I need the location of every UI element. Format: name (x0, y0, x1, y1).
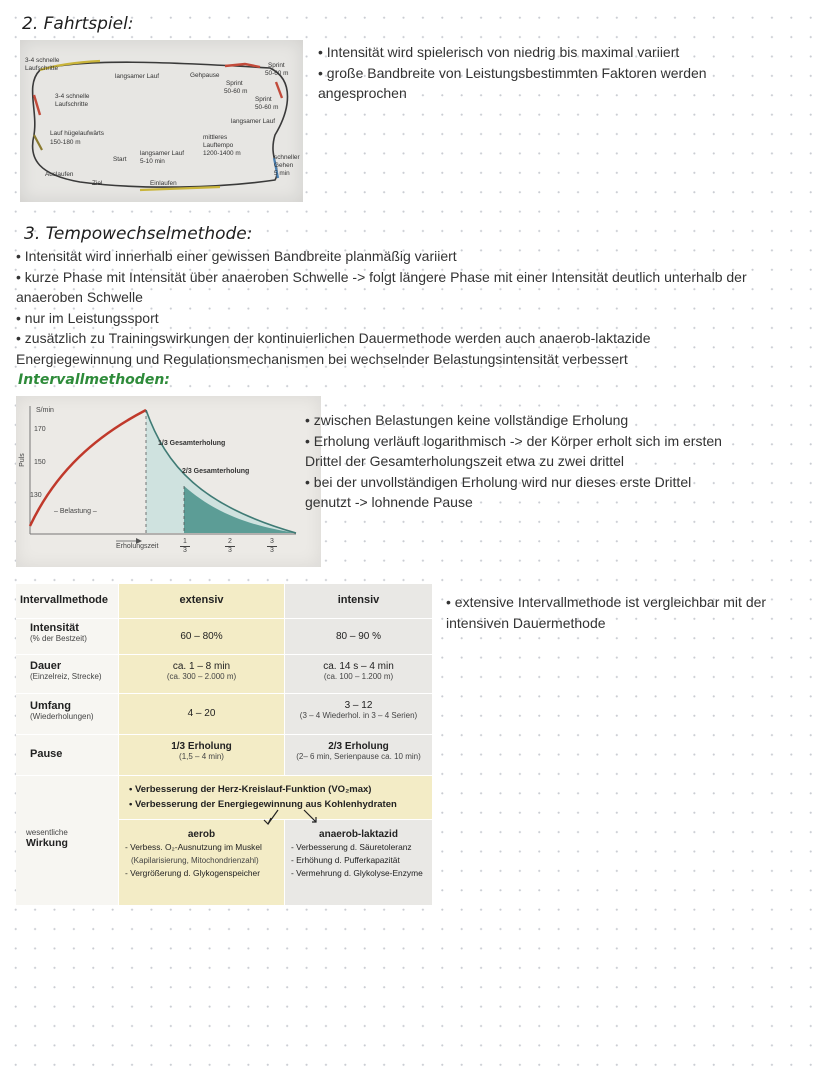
fs-label: Laufschritte (55, 101, 89, 108)
table-row-label: wesentliche Wirkung (16, 775, 118, 905)
fs-label: mittleres (203, 134, 228, 141)
fs-label: Sprint (255, 96, 272, 103)
x-tick: 3 3 (267, 538, 277, 555)
table-cell: 3 – 12 (3 – 4 Wiederhol. in 3 – 4 Serien) (284, 693, 432, 734)
y-unit-label: S/min (36, 407, 54, 414)
table-note: • extensive Intervallmethode ist vergleichbar mit der intensiven Dauermethode (446, 594, 767, 631)
fs-label: langsamer Lauf (115, 73, 160, 80)
fs-label: 5-10 min (140, 158, 165, 165)
table-cell: ca. 1 – 8 min (ca. 300 – 2.000 m) (118, 654, 284, 693)
fs-label: Sprint (268, 62, 285, 69)
table-cell-wirkung-common: • Verbesserung der Herz-Kreislauf-Funktion (VO₂max) • Verbesserung der Energiegewinnung aus Kohlenhydraten (118, 775, 432, 819)
one-third-label: 1/3 Gesamterholung (158, 440, 226, 447)
tempowechsel-bullets (16, 246, 756, 369)
table-row-label: Umfang (Wiederholungen) (16, 693, 118, 734)
intervall-table (16, 584, 432, 905)
table-row-label: Pause (16, 734, 118, 775)
fs-label: Einlaufen (150, 180, 177, 187)
fs-label: 50-60 m (265, 70, 289, 77)
fs-label: Lauf hügelaufwärts (50, 130, 105, 137)
bullet: • zusätzlich zu Trainingswirkungen der kontinuierlichen Dauermethode werden auch anaerob-laktazide Energiegewinnung und Regulationsmechanismen bei wechselnder Belastungsintensität verbessert (16, 330, 651, 367)
recovery-graph (16, 396, 321, 567)
y-tick: 130 (30, 492, 42, 499)
bullet: • Erholung verläuft logarithmisch -> der Körper erholt sich im ersten Drittel der Gesamterholungszeit etwa zu zwei drittel (305, 432, 722, 469)
table-row-label: Intensität (% der Bestzeit) (16, 618, 118, 654)
fs-label: 50-60 m (224, 88, 248, 95)
two-third-label: 2/3 Gesamterholung (182, 468, 250, 475)
fs-label: langsamer Lauf (140, 150, 185, 157)
y-tick: 170 (34, 426, 46, 433)
fs-label: Start (113, 156, 127, 163)
fs-label: Auslaufen (45, 171, 74, 178)
x-tick: 1 3 (180, 538, 190, 555)
fahrtspiel-bullets (318, 42, 758, 104)
section-heading-tempowechsel: 3. Tempowechselmethode: (24, 224, 253, 244)
intervall-bullets (305, 410, 735, 513)
bullet: • zwischen Belastungen keine vollständige Erholung (305, 412, 629, 428)
table-cell: 80 – 90 % (284, 618, 432, 654)
section-heading-intervall: Intervallmethoden: (18, 372, 170, 388)
bullet: • Intensität wird innerhalb einer gewissen Bandbreite planmäßig variiert (16, 248, 457, 264)
table-header: intensiv (284, 584, 432, 618)
table-cell-anaerob: anaerob-laktazid - Verbesserung d. Säuretoleranz - Erhöhung d. Pufferkapazität - Vermehrung d. Glykolyse-Enzyme (284, 819, 432, 905)
table-cell: 1/3 Erholung (1,5 – 4 min) (118, 734, 284, 775)
fs-label: 3-4 schnelle (25, 57, 60, 64)
bullet: • nur im Leistungssport (16, 309, 159, 326)
fs-label: 3-4 schnelle (55, 93, 90, 100)
table-row-label: Dauer (Einzelreiz, Strecke) (16, 654, 118, 693)
x-tick: 2 3 (225, 538, 235, 555)
fs-label: Sprint (226, 80, 243, 87)
fs-label: 50-60 m (255, 104, 279, 111)
section-heading-fahrtspiel: 2. Fahrtspiel: (22, 14, 134, 34)
fs-label: Laufschritte (25, 65, 59, 72)
fahrtspiel-diagram (20, 40, 303, 202)
table-cell: 2/3 Erholung (2– 6 min, Serienpause ca. 10 min) (284, 734, 432, 775)
fs-label: schneller (274, 154, 300, 161)
table-cell: 60 – 80% (118, 618, 284, 654)
fs-label: 5 min (274, 170, 290, 177)
fs-label: Gehen (274, 162, 294, 169)
bullet: • große Bandbreite von Leistungsbestimmten Faktoren werden angesprochen (318, 64, 707, 101)
bullet: • Intensität wird spielerisch von niedrig bis maximal variiert (318, 44, 680, 60)
table-header: extensiv (118, 584, 284, 618)
fs-label: 1200-1400 m (203, 150, 241, 157)
belastung-label: – Belastung – (54, 508, 97, 515)
table-cell-aerob: aerob - Verbess. O₂-Ausnutzung im Muskel (Kapilarisierung, Mitochondrienzahl) - Vergrößerung d. Glykogenspeicher (118, 819, 284, 905)
fs-label: Lauftempo (203, 142, 234, 149)
erholungszeit-label: Erholungszeit (116, 543, 159, 550)
table-cell: 4 – 20 (118, 693, 284, 734)
fs-label: langsamer Lauf (231, 118, 276, 125)
bullet: • bei der unvollständigen Erholung wird nur dieses erste Drittel genutzt -> lohnende Pause (305, 473, 692, 510)
table-cell: ca. 14 s – 4 min (ca. 100 – 1.200 m) (284, 654, 432, 693)
fs-label: Ziel (92, 180, 103, 187)
fs-label: Gehpause (190, 72, 220, 79)
bullet: • kurze Phase mit Intensität über anaeroben Schwelle -> folgt längere Phase mit einer Intensität deutlich unterhalb der anaeroben Schwelle (16, 268, 747, 305)
y-axis-label: Puls (18, 453, 26, 467)
y-tick: 150 (34, 459, 46, 466)
fs-label: 150-180 m (50, 139, 81, 146)
table-header: Intervallmethode (16, 584, 118, 618)
